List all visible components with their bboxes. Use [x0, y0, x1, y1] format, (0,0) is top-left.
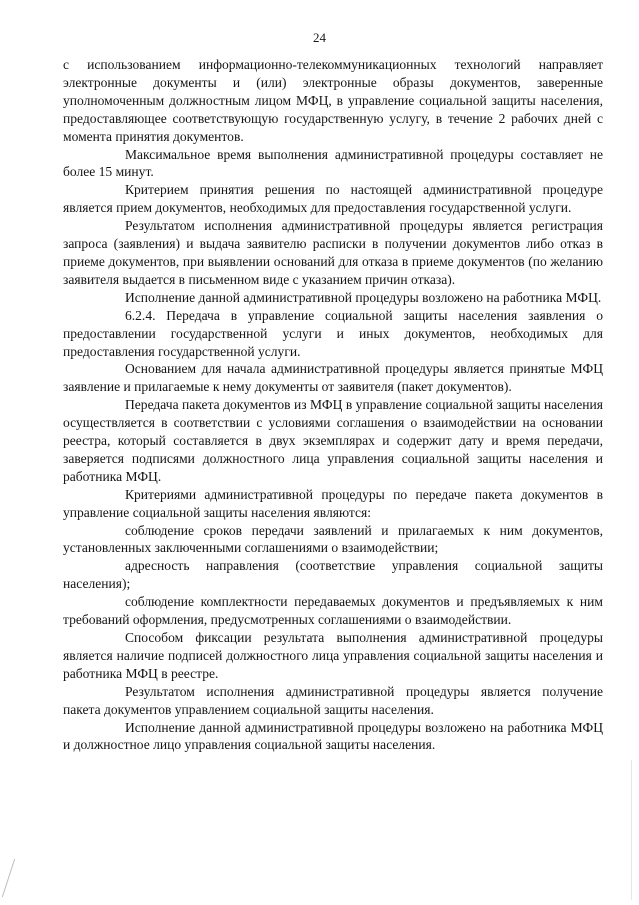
paragraph-5: Исполнение данной административной процедуры возложено на работника МФЦ.	[125, 289, 602, 305]
paragraph-8: Передача пакета документов из МФЦ в управление социальной защиты населения осуществляется в соответствии с условиями соглашения о взаимодействии на основании реестра, который составляется в двух экземплярах и содержит дату и время передачи, заверяется подписями должностного лица управления социальной защиты населения и работника МФЦ.	[63, 397, 603, 484]
body-text	[63, 56, 603, 754]
paragraph-1: с использованием информационно-телекоммуникационных технологий направляет электронные документы и (или) электронные образы документов, заверенные уполномоченным должностным лицом МФЦ, в управление социальной защиты населения, предоставляющее соответствующую государственную услугу, в течение 2 рабочих дней с момента принятия документов.	[63, 57, 603, 144]
paragraph-4: Результатом исполнения административной процедуры является регистрация запроса (заявления) и выдача заявителю расписки в получении документов либо отказ в приеме документов, при выявлении оснований для отказа в приеме документов (по желанию заявителя выдается в письменном виде с указанием причин отказа).	[63, 218, 603, 287]
criteria-item-3: соблюдение комплектности передаваемых документов и предъявляемых к ним требований оформления, предусмотренных соглашениями о взаимодействии.	[63, 594, 603, 628]
paragraph-7: Основанием для начала административной процедуры является принятые МФЦ заявление и прилагаемые к нему документы от заявителя (пакет документов).	[63, 361, 603, 395]
criteria-item-1: соблюдение сроков передачи заявлений и прилагаемых к ним документов, установленных заключенными соглашениями о взаимодействии;	[63, 522, 603, 556]
criteria-item-2: адресность направления (соответствие управления социальной защиты населения);	[63, 558, 603, 592]
section-heading-6-2-4: 6.2.4. Передача в управление социальной защиты населения заявления о предоставлении государственной услуги и иных документов, необходимых для предоставления государственной услуги.	[63, 307, 603, 359]
scan-artifact-mark	[631, 760, 632, 900]
paragraph-15: Исполнение данной административной процедуры возложено на работника МФЦ и должностное лицо управления социальной защиты населения.	[63, 719, 603, 753]
paragraph-2: Максимальное время выполнения административной процедуры составляет не более 15 минут.	[63, 146, 603, 180]
page-number: 24	[313, 30, 326, 45]
paragraph-3: Критерием принятия решения по настоящей административной процедуре является прием документов, необходимых для предоставления государственной услуги.	[63, 182, 603, 216]
scan-artifact-mark	[2, 859, 15, 897]
paragraph-9: Критериями административной процедуры по передаче пакета документов в управление социальной защиты населения являются:	[63, 486, 603, 520]
paragraph-14: Результатом исполнения административной процедуры является получение пакета документов управлением социальной защиты населения.	[63, 683, 603, 717]
paragraph-13: Способом фиксации результата выполнения административной процедуры является наличие подписей должностного лица управления социальной защиты населения и работника МФЦ в реестре.	[63, 630, 603, 681]
